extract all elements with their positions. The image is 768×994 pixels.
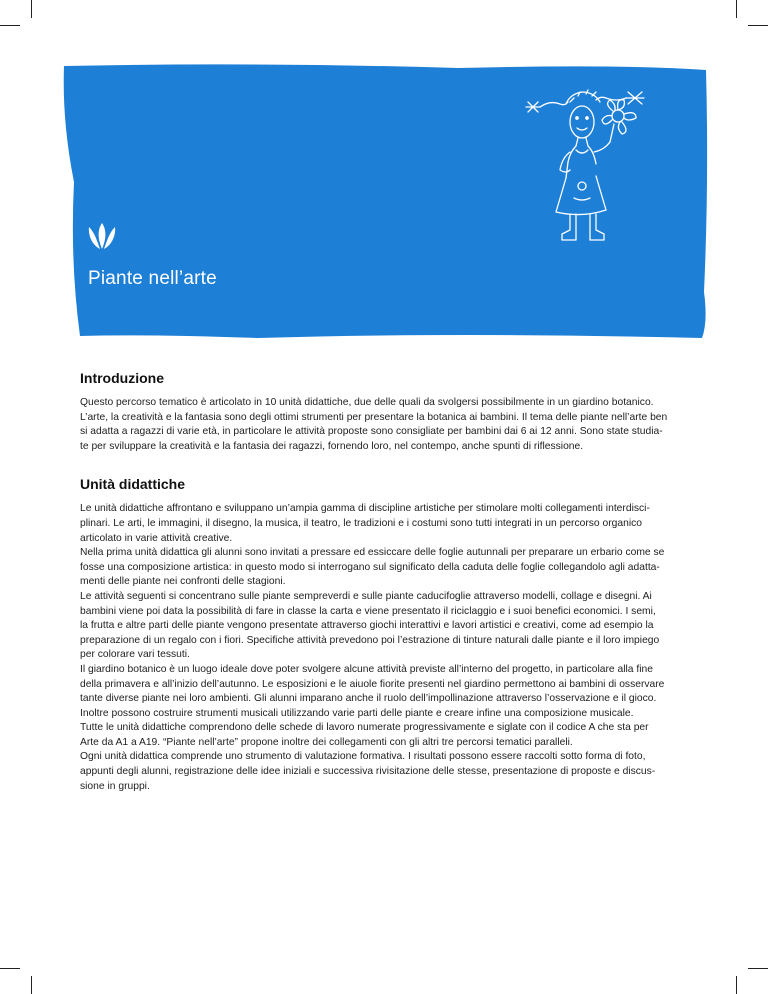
text-line: per colorare vari tessuti. <box>80 649 190 661</box>
text-line: menti delle piante nei confronti delle stagioni. <box>80 576 286 588</box>
text-line: L’arte, la creatività e la fantasia sono degli ottimi strumenti per presentare la botanica ai bambini. Il tema delle piante nell’arte ben <box>80 411 668 423</box>
crop-mark <box>736 0 737 18</box>
crop-mark <box>0 25 20 26</box>
units-section <box>80 476 690 794</box>
text-line: sione in gruppi. <box>80 780 150 792</box>
main-content <box>80 370 690 794</box>
text-line: Tutte le unità didattiche comprendono delle schede di lavoro numerate progressivamente e siglate con il codice A che sta per <box>80 722 649 734</box>
text-line: della primavera e all’inizio dell’autunno. Le esposizioni e le aiuole fiorite presenti nel giardino permettono ai bambini di osservare <box>80 678 665 690</box>
text-line: tante diverse piante nei loro ambienti. Gli alunni imparano anche il ruolo dell’impollinazione attraverso l’osservazione e il gioco. <box>80 693 657 705</box>
units-heading: Unità didattiche <box>80 476 186 493</box>
text-line: Il giardino botanico è un luogo ideale dove poter svolgere alcune attività previste all’interno del progetto, in particolare alla fine <box>80 663 653 675</box>
text-line: si adatta a ragazzi di varie età, in particolare le attività proposte sono consigliate per bambini dai 6 ai 12 anni. Sono state studia- <box>80 426 663 438</box>
intro-heading: Introduzione <box>80 370 164 386</box>
text-line: te per sviluppare la creatività e la fantasia dei ragazzi, fornendo loro, nel contempo, anche spunti di riflessione. <box>80 440 584 452</box>
tulip-logo-icon <box>86 221 118 251</box>
crop-mark <box>0 968 20 969</box>
units-paragraph <box>80 502 690 794</box>
text-line: appunti degli alunni, registrazione delle idee iniziali e successiva rivisitazione delle stesse, presentazione di proposte e discus- <box>80 766 656 778</box>
text-line: Nella prima unità didattica gli alunni sono invitati a pressare ed essiccare delle foglie autunnali per preparare un erbario come se <box>80 547 665 559</box>
text-line: Ogni unità didattica comprende uno strumento di valutazione formativa. I risultati possono essere raccolti sotto forma di foto, <box>80 751 646 763</box>
intro-paragraph <box>80 396 690 454</box>
text-line: bambini viene poi data la possibilità di fare in classe la carta e viene presentato il riciclaggio e i suoi benefici economici. I semi, <box>80 605 656 617</box>
girl-with-flower-drawing <box>520 80 650 245</box>
page-title: Piante nell’arte <box>88 268 217 289</box>
text-line: preparazione di un regalo con i fiori. Specifiche attività prevedono poi l’estrazione di tinture naturali dalle piante e il loro impiego <box>80 634 660 646</box>
text-line: Le unità didattiche affrontano e sviluppano un’ampia gamma di discipline artistiche per stimolare molti collegamenti interdisci- <box>80 503 650 515</box>
text-line: plinari. Le arti, le immagini, il disegno, la musica, il teatro, le tradizioni e i costumi sono tutti integrati in un percorso organico <box>80 517 643 529</box>
text-line: Arte da A1 a A19. “Piante nell’arte” propone inoltre dei collegamenti con gli altri tre percorsi tematici paralleli. <box>80 736 573 748</box>
crop-mark <box>748 968 768 969</box>
crop-mark <box>31 976 32 994</box>
text-line: articolato in varie attività creative. <box>80 532 233 544</box>
crop-mark <box>748 25 768 26</box>
crop-mark <box>31 0 32 18</box>
text-line: Questo percorso tematico è articolato in 10 unità didattiche, due delle quali da svolgersi possibilmente in un giardino botanico. <box>80 397 654 408</box>
text-line: la frutta e altre parti delle piante vengono presentate attraverso giochi interattivi e lavori artistici e creativi, come ad esempio la <box>80 620 654 632</box>
text-line: fosse una composizione artistica: in questo modo si interrogano sul significato della caduta delle foglie collegandolo agli adatta- <box>80 561 660 573</box>
text-line: Inoltre possono costruire strumenti musicali utilizzando varie parti delle piante e creare infine una composizione musicale. <box>80 707 634 719</box>
text-line: Le attività seguenti si concentrano sulle piante sempreverdi e sulle piante caducifoglie attraverso modelli, collage e disegni. Ai <box>80 590 652 602</box>
crop-mark <box>736 976 737 994</box>
intro-section <box>80 370 690 454</box>
